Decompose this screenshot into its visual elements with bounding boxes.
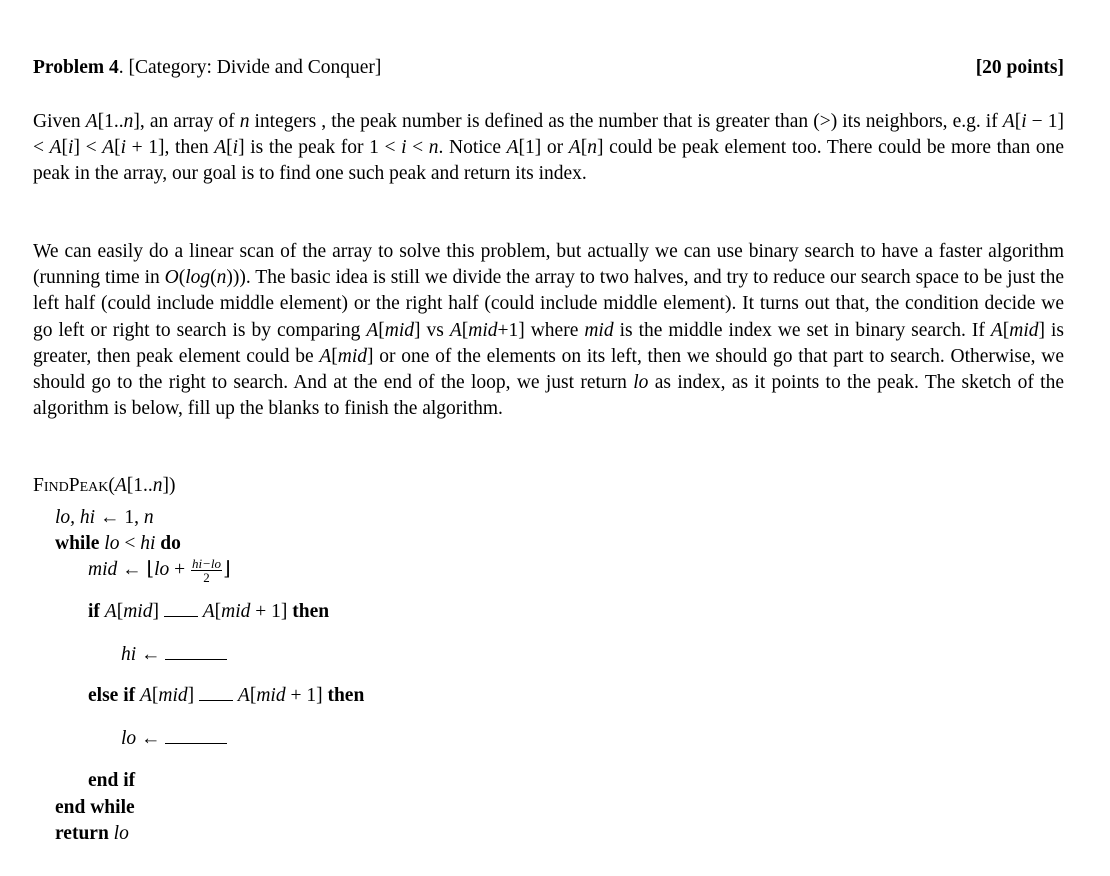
problem-description: Given A[1..n], an array of n integers , the peak number is defined as the number that is greater than (>) its neighbors, e.g. if A[i − 1] < A[i] < A[i + 1], then A[i] is the peak for 1 < i < n. Notice A[1] or A[n] could be peak element too. There could be more than one peak in the array, our goal is to find one such peak and return its index. bbox=[33, 111, 1064, 185]
problem-points: [20 points] bbox=[975, 57, 1064, 78]
problem-category: . [Category: Divide and Conquer] bbox=[118, 57, 382, 78]
problem-label: Problem 4 bbox=[33, 57, 119, 78]
lo-assign-blank[interactable] bbox=[165, 743, 227, 744]
mid-fraction: $\frac{hi-lo}{2}$ bbox=[192, 556, 222, 586]
algorithm-while-line: while lo < hi do bbox=[55, 533, 181, 554]
comparison-blank-1[interactable] bbox=[164, 616, 198, 617]
problem-title bbox=[33, 57, 381, 79]
algorithm-signature: FindPeak(A[1..n]) bbox=[33, 475, 176, 496]
algorithm-if-line: if A[mid] A[mid + 1] then bbox=[88, 601, 330, 622]
comparison-blank-2[interactable] bbox=[199, 700, 233, 701]
algorithm-elseif-line: else if A[mid] A[mid + 1] then bbox=[88, 685, 365, 706]
approach-description: We can easily do a linear scan of the array to solve this problem, but actually we can use binary search to have a faster algorithm (running time in O(log(n))). The basic idea is still we divide the array to two halves, and try to reduce our search space to be just the left half (could include middle element) or the right half (could include middle element). It turns out that, the condition decide we go left or right to search is by comparing A[mid] vs A[mid+1] where mid is the middle index we set in binary search. If A[mid] is greater, then peak element could be A[mid] or one of the elements on its left, then we should go that part to search. Otherwise, we should go to the right to search. And at the end of the loop, we just return lo as index, as it points to the peak. The sketch of the algorithm is below, fill up the blanks to finish the algorithm. bbox=[33, 241, 1065, 420]
algorithm-endwhile-line: end while bbox=[55, 797, 135, 818]
algorithm-return-line: return lo bbox=[55, 823, 129, 844]
hi-assign-blank[interactable] bbox=[165, 659, 227, 660]
algorithm-mid-line: mid ← ⌊lo + $\frac{hi-lo}{2}$ ⌋ bbox=[88, 556, 231, 586]
problem-header bbox=[33, 57, 1064, 85]
algorithm-endif-line: end if bbox=[88, 770, 136, 791]
algorithm-lo-assign-line: lo ← bbox=[121, 728, 227, 750]
algorithm-init-line: lo, hi ← 1, n bbox=[55, 507, 154, 528]
algorithm-hi-assign-line: hi ← bbox=[121, 644, 227, 666]
